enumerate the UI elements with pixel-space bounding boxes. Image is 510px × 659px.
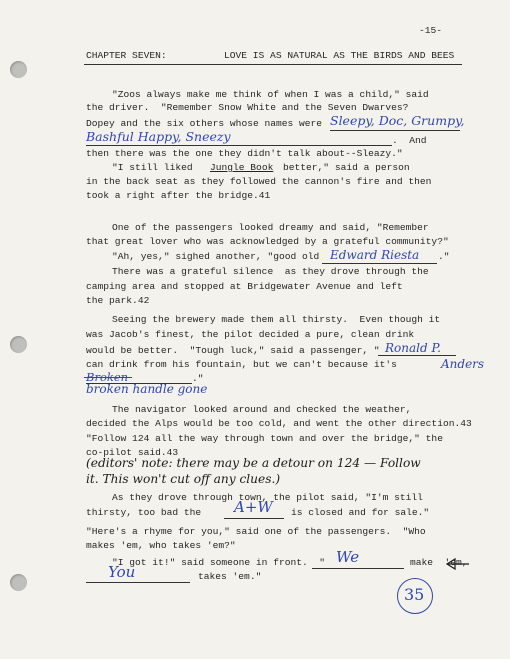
- arrow-mark-icon: [445, 556, 475, 572]
- text-line: "Here's a rhyme for you," said one of the passengers. "Who: [86, 526, 426, 537]
- chapter-title: LOVE IS AS NATURAL AS THE BIRDS AND BEES: [224, 50, 455, 61]
- page-number: -15-: [419, 25, 443, 36]
- text-line: "Zoos always make me think of when I was a child," said: [112, 89, 429, 100]
- handwritten-dwarves-1: Sleepy, Doc, Grumpy,: [330, 113, 465, 128]
- header-underline: [84, 64, 462, 65]
- editors-note-line-1: (editors' note: there may be a detour on 124 — Follow: [86, 456, 421, 470]
- fill-blank: [322, 263, 437, 264]
- text-line: "I got it!" said someone in front. ": [112, 557, 326, 568]
- fill-blank: [224, 518, 284, 519]
- handwritten-rhyme-1: We: [336, 548, 360, 566]
- binder-hole-middle: [10, 336, 27, 353]
- circled-number: 35: [404, 585, 425, 604]
- handwritten-reason: broken handle gone: [86, 382, 208, 396]
- text-line: Seeing the brewery made them all thirsty. Even though it: [112, 314, 441, 325]
- text-line: The navigator looked around and checked the weather,: [112, 404, 412, 415]
- fill-blank: [330, 130, 460, 131]
- text-line: co-pilot said.43: [86, 447, 179, 458]
- text-line: . And: [392, 135, 427, 146]
- text-line: camping area and stopped at Bridgewater Avenue and left: [86, 281, 403, 292]
- handwritten-store: A+W: [234, 498, 273, 516]
- fill-blank: [86, 582, 190, 583]
- handwritten-lover-name: Edward Riesta: [330, 248, 420, 262]
- text-line: better," said a person: [283, 162, 410, 173]
- binder-hole-bottom: [10, 574, 27, 591]
- text-line: One of the passengers looked dreamy and said, "Remember: [112, 222, 429, 233]
- text-line: the park.42: [86, 295, 150, 306]
- fill-blank: [86, 145, 392, 146]
- binder-hole-top: [10, 61, 27, 78]
- strike-line: [84, 377, 132, 378]
- text-line: .": [438, 251, 450, 262]
- handwritten-dwarves-2: Bashful Happy, Sneezy: [86, 129, 231, 144]
- text-line: took a right after the bridge.41: [86, 190, 271, 201]
- text-line: decided the Alps would be too cold, and went the other direction.43: [86, 418, 472, 429]
- text-line: would be better. "Tough luck," said a passenger, ": [86, 345, 380, 356]
- text-line: "I still liked: [112, 162, 193, 173]
- text-line: .": [192, 373, 204, 384]
- text-line: the driver. "Remember Snow White and the Seven Dwarves?: [86, 102, 409, 113]
- text-line: in the back seat as they followed the cannon's fire and then: [86, 176, 432, 187]
- text-line: takes 'em.": [198, 571, 262, 582]
- editors-note-line-2: it. This won't cut off any clues.): [86, 472, 281, 486]
- handwritten-name-cont: Anders: [441, 357, 485, 371]
- text-line: Dopey and the six others whose names were: [86, 118, 323, 129]
- text-line: can drink from his fountain, but we can't because it's: [86, 359, 397, 370]
- text-line: then there was the one they didn't talk about--Sleazy.": [86, 148, 403, 159]
- fill-blank: [312, 568, 404, 569]
- text-line: thirsty, too bad the: [86, 507, 202, 518]
- text-line: was Jacob's finest, the pilot decided a pure, clean drink: [86, 329, 415, 340]
- fill-blank: [378, 355, 456, 356]
- chapter-label: CHAPTER SEVEN:: [86, 50, 167, 61]
- struck-handwriting: Broken: [86, 370, 129, 384]
- text-line: "Ah, yes," sighed another, "good old: [112, 251, 320, 262]
- text-line: that great lover who was acknowledged by a grateful community?": [86, 236, 449, 247]
- handwritten-rhyme-2: You: [108, 563, 136, 581]
- text-line: "Follow 124 all the way through town and over the bridge," the: [86, 433, 443, 444]
- text-line: As they drove through town, the pilot said, "I'm still: [112, 492, 423, 503]
- text-line: There was a grateful silence as they drove through the: [112, 266, 429, 277]
- text-line: make 'em,: [410, 557, 468, 568]
- handwritten-name: Ronald P.: [385, 341, 441, 355]
- text-line: makes 'em, who takes 'em?": [86, 540, 236, 551]
- book-title: Jungle Book: [210, 162, 274, 173]
- text-line: is closed and for sale.": [291, 507, 430, 518]
